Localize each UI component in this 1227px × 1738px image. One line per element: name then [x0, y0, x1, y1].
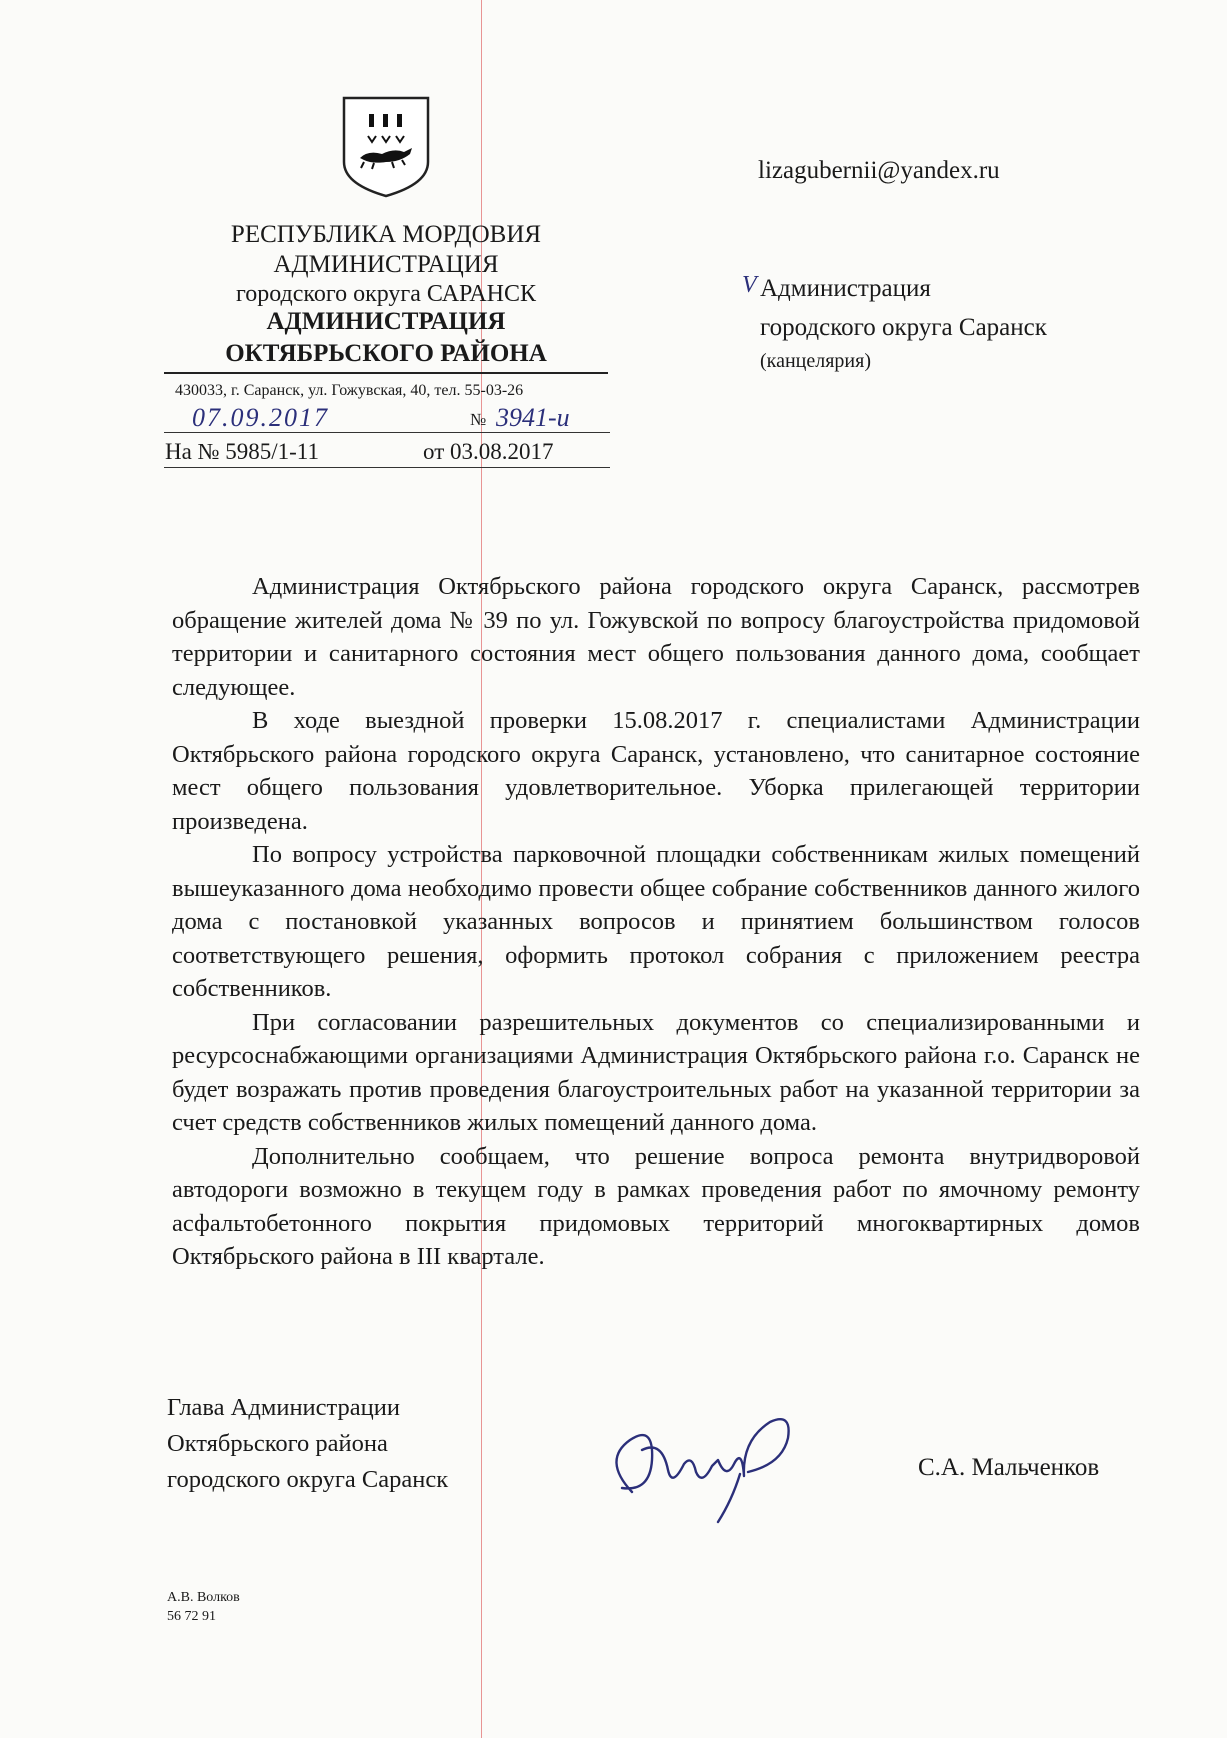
handwritten-signature — [592, 1400, 812, 1530]
header-city-district: городского округа САРАНСК — [235, 281, 537, 307]
recipient-line3: (канцелярия) — [760, 350, 871, 372]
body-paragraph-4: При согласовании разрешительных документов со специализированными и ресурсоснабжающими организациями Администрация Октябрьского района г.о. Саранск не будет возражать против проведения благоустроительных работ на указанной территории за счет средств собственников жилых помещений данного дома. — [172, 1008, 1140, 1136]
executor-block — [167, 1588, 240, 1626]
reply-to-date: от 03.08.2017 — [423, 439, 554, 464]
body-paragraph-3: По вопросу устройства парковочной площадки собственникам жилых помещений вышеуказанного дома необходимо провести общее собрание собственников данного жилого дома с постановкой указанных вопросов и принятием большинством голосов соответствующего решения, оформить протокол собрания с приложением реестра собственников. — [172, 841, 1140, 1002]
recipient-line1: Администрация — [760, 275, 931, 302]
body-paragraph-1: Администрация Октябрьского района городского округа Саранск, рассмотрев обращение жителей дома № 39 по ул. Гожувской по вопросу благоустройства придомовой территории и санитарного состояния мест общего пользования данного дома, сообщает следующее. — [172, 573, 1140, 701]
check-mark: V — [742, 272, 757, 298]
executor-name: А.В. Волков — [167, 1590, 240, 1605]
recipient-line2: городского округа Саранск — [760, 314, 1047, 341]
outgoing-line — [164, 432, 610, 433]
header-administration: АДМИНИСТРАЦИЯ — [273, 251, 499, 278]
header-administration-bold: АДМИНИСТРАЦИЯ — [266, 308, 506, 335]
recipient-email: lizagubernii@yandex.ru — [758, 157, 1000, 184]
outgoing-number-label: № — [470, 410, 487, 429]
body-paragraph-2: В ходе выездной проверки 15.08.2017 г. специалистами Администрации Октябрьского района городского округа Саранск, установлено, что санитарное состояние мест общего пользования удовлетворительное. Уборка прилегающей территории произведена. — [172, 707, 1140, 835]
outgoing-number: 3941-и — [496, 403, 570, 432]
letter-body — [172, 570, 1140, 1274]
header-republic: РЕСПУБЛИКА МОРДОВИЯ — [230, 221, 542, 248]
reply-line — [164, 467, 610, 468]
signatory-title-line3: городского округа Саранск — [167, 1466, 449, 1493]
outgoing-date: 07.09.2017 — [192, 403, 329, 432]
body-paragraph-5: Дополнительно сообщаем, что решение вопроса ремонта внутридворовой автодороги возможно в текущем году в рамках проведения работ по ямочному ремонту асфальтобетонного покрытия придомовых территорий многоквартирных домов Октябрьского района в III квартале. — [172, 1142, 1140, 1270]
signatory-title-line2: Октябрьского района — [167, 1430, 388, 1457]
saransk-coat-of-arms-icon — [338, 92, 434, 200]
signer-name: С.А. Мальченков — [918, 1454, 1100, 1481]
header-rule — [164, 372, 608, 374]
header-district-name: ОКТЯБРЬСКОГО РАЙОНА — [225, 340, 547, 367]
signatory-title-line1: Глава Администрации — [167, 1394, 401, 1421]
reply-to-number: На № 5985/1-11 — [165, 439, 319, 464]
header-address: 430033, г. Саранск, ул. Гожувская, 40, тел. 55-03-26 — [175, 382, 524, 399]
executor-phone: 56 72 91 — [167, 1609, 216, 1624]
signatory-title — [167, 1390, 448, 1498]
